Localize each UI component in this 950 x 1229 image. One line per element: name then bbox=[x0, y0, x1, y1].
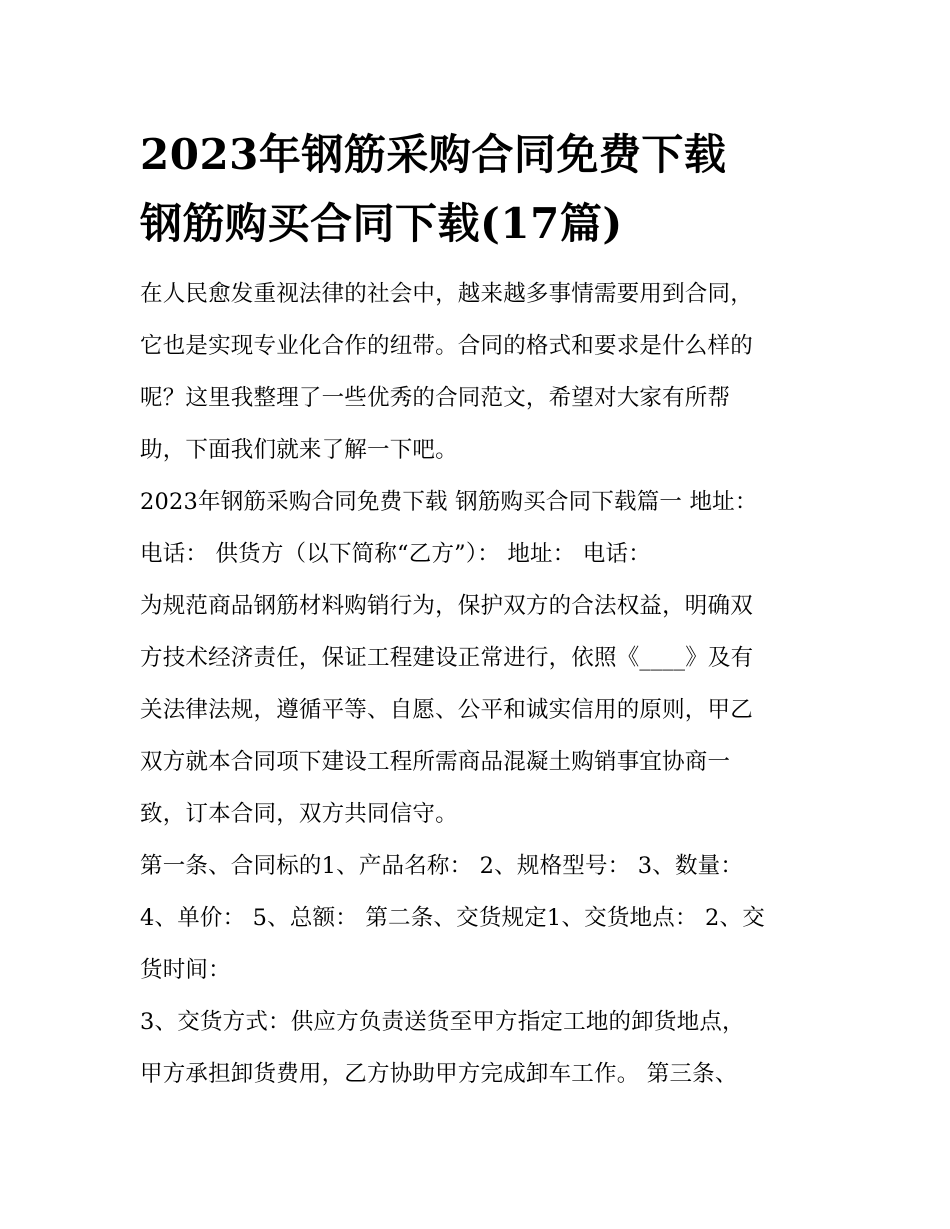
text-line: 致，订本合同，双方共同信守。 bbox=[140, 801, 458, 827]
text-line: 在人民愈发重视法律的社会中，越来越多事情需要用到合同， bbox=[140, 281, 753, 307]
article-one-paragraph bbox=[140, 840, 812, 996]
text-line: 4、单价： 5、总额： 第二条、交货规定1、交货地点： 2、交 bbox=[140, 905, 765, 931]
delivery-paragraph bbox=[140, 996, 812, 1100]
text-line: 3、交货方式：供应方负责送货至甲方指定工地的卸货地点， bbox=[140, 1009, 745, 1035]
title-line: 钢筋购买合同下载(17篇) bbox=[140, 199, 623, 248]
title-line: 2023年钢筋采购合同免费下载 bbox=[140, 130, 727, 179]
intro-paragraph bbox=[140, 268, 812, 476]
text-line: 为规范商品钢筋材料购销行为，保护双方的合法权益，明确双 bbox=[140, 593, 753, 619]
text-line: 它也是实现专业化合作的纽带。合同的格式和要求是什么样的 bbox=[140, 333, 753, 359]
text-line: 双方就本合同项下建设工程所需商品混凝土购销事宜协商一 bbox=[140, 749, 731, 775]
purpose-paragraph bbox=[140, 580, 812, 840]
parties-paragraph bbox=[140, 476, 812, 580]
text-line: 电话： 供货方（以下简称“乙方”）： 地址： 电话： bbox=[140, 541, 651, 567]
text-line: 第一条、合同标的1、产品名称： 2、规格型号： 3、数量： bbox=[140, 853, 744, 879]
text-line: 关法律法规，遵循平等、自愿、公平和诚实信用的原则，甲乙 bbox=[140, 697, 753, 723]
document-title bbox=[140, 120, 812, 258]
document-page bbox=[140, 120, 812, 1100]
text-line: 货时间： bbox=[140, 957, 231, 983]
text-line: 甲方承担卸货费用，乙方协助甲方完成卸车工作。 第三条、 bbox=[140, 1061, 738, 1087]
text-line: 助，下面我们就来了解一下吧。 bbox=[140, 437, 458, 463]
text-line: 呢？这里我整理了一些优秀的合同范文，希望对大家有所帮 bbox=[140, 385, 731, 411]
text-line: 方技术经济责任，保证工程建设正常进行，依照《____》及有 bbox=[140, 645, 754, 671]
text-line: 2023年钢筋采购合同免费下载 钢筋购买合同下载篇一 地址： bbox=[140, 489, 758, 515]
